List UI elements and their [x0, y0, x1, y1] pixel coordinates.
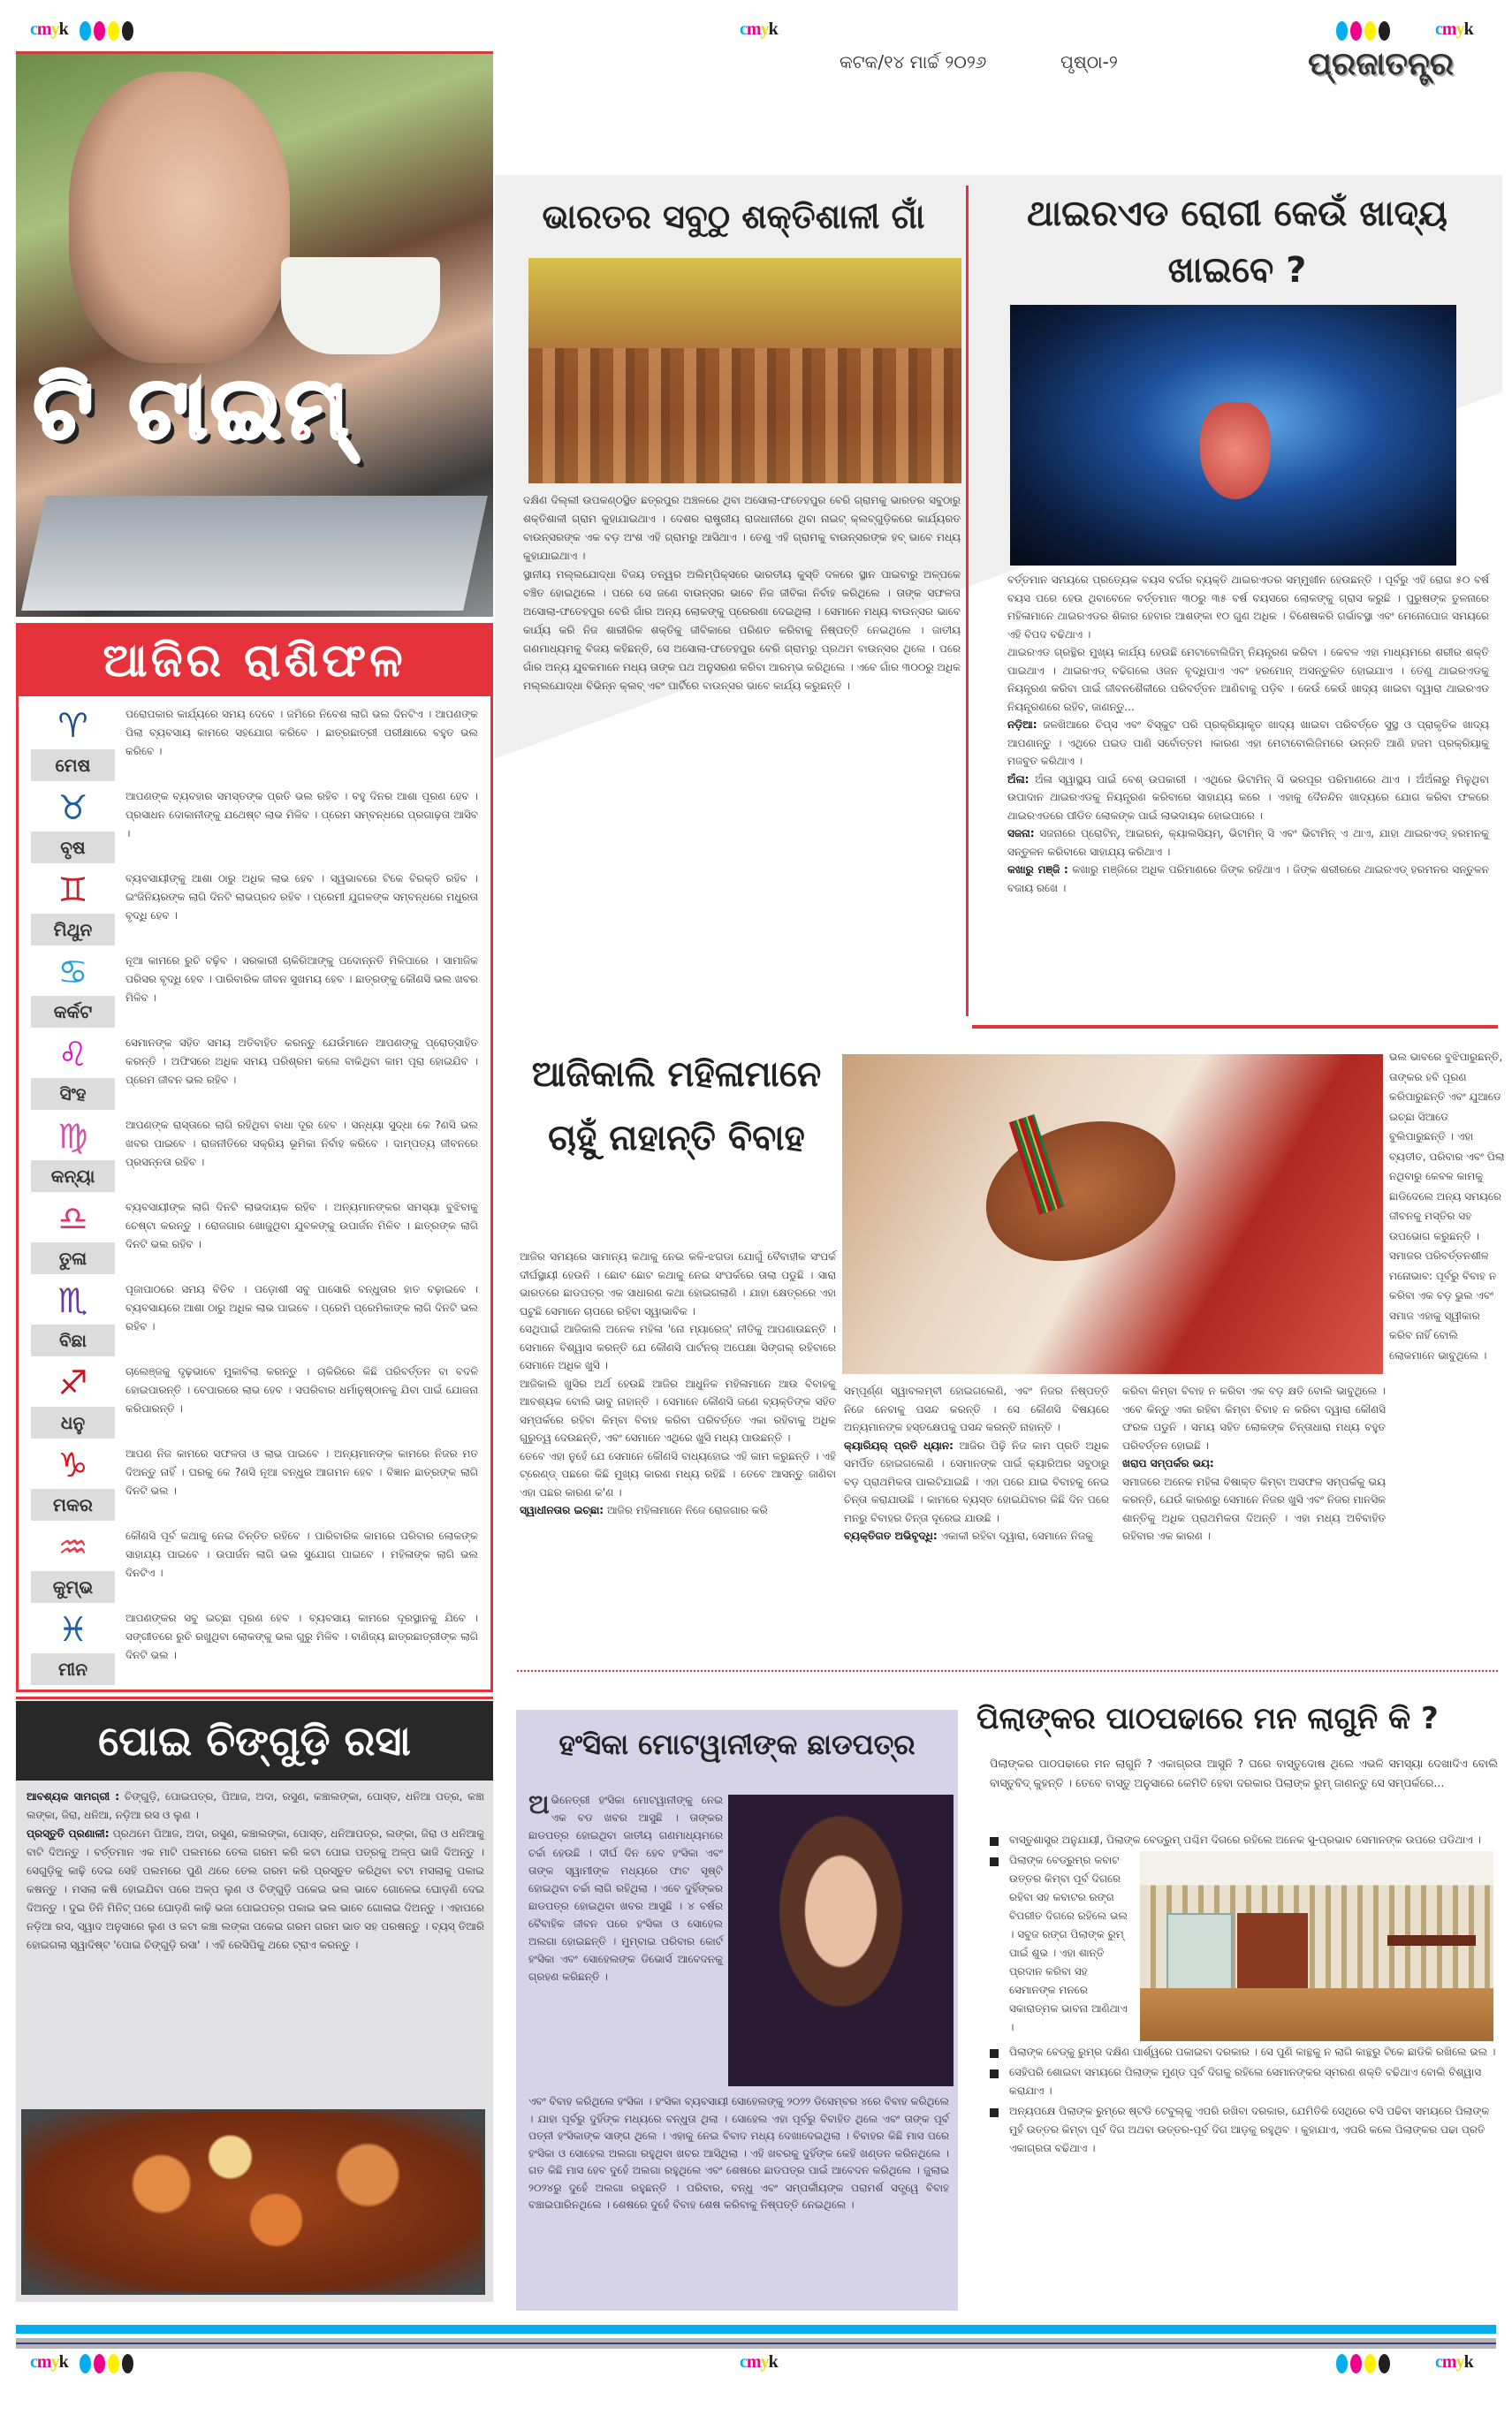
sign-badge — [31, 948, 115, 1029]
sign-badge — [31, 1112, 115, 1194]
color-registration-dots-left — [80, 21, 136, 44]
village-paragraph: ଦକ୍ଷିଣ ଦିଲ୍ଲୀ ଉପକଣ୍ଠସ୍ଥିତ ଛତ୍ରପୁର ଅଞ୍ଚଳରେ ଥିବା ଅସୋଲା-ଫତେହପୁର ବେରି ଗ୍ରାମକୁ ଭାରତର ସବୁଠାରୁ ଶକ୍ତିଶାଳୀ ଗ୍ରାମ କୁହାଯାଇଥାଏ । ଦେଶର ରାଷ୍ଟ୍ରୀୟ ରାଜଧାନୀରେ ଥିବା ନାଇଟ୍ କ୍ଲବ୍ଗୁଡ଼ିକରେ କାର୍ଯ୍ୟରତ ବାଉନ୍ସରଙ୍କ ଏକ ବଡ଼ ଅଂଶ ଏହି ଗ୍ରାମରୁ ଆସିଥାଏ । ତେଣୁ ଏହି ଗ୍ରାମକୁ ବାଉନ୍ସରଙ୍କ ହବ୍ ଭାବେ ମଧ୍ୟ କୁହାଯାଇଥାଏ । — [523, 494, 961, 562]
bullet-square-icon — [990, 2069, 999, 2078]
pisces-fish-icon: ♓ — [57, 1610, 88, 1649]
taurus-bull-icon: ♉ — [57, 788, 88, 827]
aries-ram-icon: ♈ — [57, 706, 88, 745]
study-bullet-list — [990, 1831, 1498, 2160]
sign-name: ମକର — [31, 1489, 115, 1521]
woman-face-shape — [69, 72, 290, 363]
section-divider — [517, 1670, 1498, 1672]
wooden-floor-shape — [1140, 1988, 1493, 2041]
hansika-headline: ହଂସିକା ମୋଟୱାନୀଙ୍କ ଛାଡପତ୍ର — [558, 1728, 916, 1761]
sign-name: ବୃଷ — [31, 832, 115, 863]
sign-name: ମିଥୁନ — [31, 914, 115, 945]
virgo-maiden-icon: ♍ — [57, 1117, 88, 1156]
study-bullet — [990, 2063, 1498, 2100]
tea-time-photo — [16, 51, 493, 617]
food-label: ନଡ଼ିଆ: — [1007, 718, 1037, 731]
sign-prediction: ଆପଣଙ୍କ ବ୍ୟବହାର ସମସ୍ତଙ୍କ ପ୍ରତି ଭଲ ରହିବ । ବହୁ ଦିନର ଆଶା ପୂରଣ ହେବ । ପ୍ରସାଧନ ଦୋକାନୀଙ୍କୁ ଯଥେଷ୍ଟ ଲାଭ ମିଳିବ । ପ୍ରେମ ସମ୍ବନ୍ଧରେ ପ୍ରଗାଢ଼ତା ଆସିବ । — [125, 790, 478, 839]
study-headline: ପିଲାଙ୍କର ପାଠପଢାରେ ମନ ଲାଗୁନି କି ? — [976, 1701, 1439, 1736]
study-bullet — [990, 2102, 1498, 2158]
footer-blue-line — [16, 2343, 1496, 2344]
laptop-shape — [21, 496, 488, 611]
marriage-side-column: ଭଲ ଭାବରେ ବୁଝିପାରୁଛନ୍ତି, ତାଙ୍କର ହବି ପୂରଣ କରିପାରୁଛନ୍ତି ଏବଂ ଯୁଆଡେ ଇଚ୍ଛା ସିଆଡେ ବୁଲିପାରୁଛନ୍ତି । ଏହା ବ୍ୟତୀତ, ପରିବାର ଏବଂ ପିଲା ନଥିବାରୁ କେବଳ କାମକୁ ଛାଡିଦେଲେ ଅନ୍ୟ ସମୟରେ ଜୀବନକୁ ମସ୍ତିର ସହ ଉପଭୋଗ କରୁଛନ୍ତି । ସମାଜର ପରିବର୍ତ୍ତନଶୀଳ ମନୋଭାବ: ପୂର୍ବରୁ ବିବାହ ନ କରିବା ଏକ ବଡ଼ ଭୁଲ ଏବଂ ସମାଜ ଏହାକୁ ସ୍ୱୀକାର କରିବ ନାହିଁ ବୋଲି ଲୋକମାନେ ଭାବୁଥିଲେ । — [1389, 1051, 1505, 1362]
date-line: କଟକ/୧୪ ମାର୍ଚ୍ଚ ୨୦୨୬ — [840, 51, 987, 72]
study-photo-row — [990, 1851, 1498, 2041]
food-text: ଜଳଖିଆରେ ଚିପ୍ସ ଏବଂ ବିସ୍କୁଟ ପରି ପ୍ରକ୍ରିୟାକୃତ ଖାଦ୍ୟ ଖାଇବା ପରିବର୍ତ୍ତେ ସୁସ୍ଥ ଓ ପ୍ରାକୃତିକ ଖାଦ୍ୟ ଆପଣାନ୍ତୁ । ଏଥିରେ ପଇଡ ପାଣି ସର୍ବୋତ୍ତମ ।କାରଣ ଏହା ମେଟାବୋଲିଜିମରେ ଉନ୍ନତି ଆଣି ହଜମ ପ୍ରକ୍ରିୟାକୁ ମଜବୁତ କରିଥାଏ । — [1007, 718, 1489, 767]
hansika-photo — [728, 1795, 954, 2086]
horoscope-row — [31, 1606, 478, 1687]
bookshelf-shape — [1237, 1913, 1308, 1993]
paragraph-text: ସମାଜରେ ଅନେକ ମହିଳା ବିଷାକ୍ତ କିମ୍ବା ଅସଫଳ ସମ୍ପର୍କକୁ ଭୟ କରନ୍ତି, ଯେଉଁ କାରଣରୁ ସେମାନେ ନିଜର ଖୁସି ଏବଂ ନିଜର ମାନସିକ ଶାନ୍ତିକୁ ଅଧିକ ପ୍ରାଥମିକତା ଦିଅନ୍ତି । ଏହା ମଧ୍ୟ ଅବିବାହିତ ରହିବାର ଏକ କାରଣ । — [1122, 1475, 1387, 1542]
paragraph-text: ସେଥିପାଇଁ ଆଜିକାଲି ଅନେକ ମହିଳା 'ନୋ ମ୍ୟାରେଜ୍' ନୀତିକୁ ଆପଣାଉଛନ୍ତି । ସେମାନେ ବିଶ୍ୱାସ କରନ୍ତି ଯେ କୌଣସି ପାର୍ଟନର୍ ଅପେକ୍ଷା ସିଙ୍ଗଲ୍ ରହିବାରେ ସେମାନେ ଅଧିକ ଖୁସି । — [520, 1323, 836, 1371]
marriage-col-2 — [844, 1382, 1109, 1545]
sign-name: ବିଛା — [31, 1325, 115, 1356]
paragraph-text: ଆଜିର ମହିଳାମାନେ ନିଜେ ରୋଜଗାର କରି — [606, 1504, 768, 1516]
recipe-title: ପୋଇ ଚିଙ୍ଗୁଡ଼ି ରସା — [16, 1701, 493, 1781]
thyroid-food-item — [1007, 824, 1489, 861]
ingredients-text: ଚିଙ୍ଗୁଡ଼ି, ପୋଇପତ୍ର, ପିଆଜ, ଅଦା, ରସୁଣ, କଞ୍ଚାଲଙ୍କା, ପୋସ୍ତ, ଧନିଆ ପତ୍ର, କଞ୍ଚା ଲଙ୍କା, ଜିରା, ଧନିଆ, ନଡ଼ିଆ ରସ ଓ ଲୁଣ । — [27, 1790, 484, 1821]
method-label: ପ୍ରସ୍ତୁତି ପ୍ରଣାଳୀ: — [27, 1827, 110, 1840]
sign-badge — [31, 1606, 115, 1687]
thyroid-food-item — [1007, 861, 1489, 897]
hansika-box — [516, 1710, 958, 2311]
paragraph-text: ଆଜିକାଲି ଖୁସିର ଅର୍ଥ ହେଉଛି ଆଜିର ଆଧୁନିକ ମହିଳାମାନେ ଆଉ ବିବାହକୁ ଆବଶ୍ୟକ ବୋଲି ଭାବୁ ନାହାନ୍ତି । ସେମାନେ କୌଣସି ଜଣେ ବ୍ୟକ୍ତିଙ୍କ ସହିତ ସମ୍ପର୍କରେ ରହିବା କିମ୍ବା ବିବାହ କରିବା ପରିବର୍ତ୍ତେ ଏକା ରହିବାକୁ ଅଧିକ ଗୁରୁତ୍ୱ ଦେଉଛନ୍ତି, ଏବଂ ସେମାନେ ଏଥିରେ ଖୁସି ମଧ୍ୟ ପାଉଛନ୍ତି । — [520, 1377, 836, 1444]
marriage-paragraph — [844, 1382, 1109, 1437]
food-text: ସଜନାରେ ପ୍ରୋଟିନ୍, ଆଇରନ୍, କ୍ୟାଲସିୟମ୍, ଭିଟାମିନ୍ ସି ଏବଂ ଭିଟାମିନ୍ ଏ ଥାଏ, ଯାହା ଥାଇରଏଡ୍ ହରମନକୁ ସନ୍ତୁଳନ କରିବାରେ ସାହାଯ୍ୟ କରିଥାଏ । — [1007, 827, 1489, 858]
marriage-paragraph — [1122, 1473, 1386, 1545]
sign-name: ତୁଳା — [31, 1242, 115, 1274]
marriage-paragraph — [1122, 1382, 1386, 1454]
wrestlers-photo — [528, 258, 961, 483]
horoscope-row — [31, 1195, 478, 1276]
food-label: କଖାରୁ ମଞ୍ଜି : — [1007, 863, 1068, 876]
food-text: କଖାରୁ ମଞ୍ଜିରେ ଅଧିକ ପରିମାଣରେ ଜିଙ୍କ ରହିଥାଏ । ଜିଙ୍କ ଶରୀରରେ ଥାଇରଏଡ୍ ହରମନର ସନ୍ତୁଳନ ବଜାୟ ରଖେ । — [1007, 863, 1489, 894]
sign-name: ସିଂହ — [31, 1078, 115, 1110]
horoscope-row — [31, 1523, 478, 1605]
wrestlers-group-shape — [528, 348, 961, 483]
sign-prediction: ସେମାନଙ୍କ ସହିତ ସମୟ ଅତିବାହିତ କରନ୍ତୁ ଯେଉଁମାନେ ଆପଣଙ୍କୁ ପ୍ରୋତ୍ସାହିତ କରନ୍ତି । ଅଫିସରେ ଅଧିକ ସମୟ ପରିଶ୍ରମ କଲେ ବାକିଥିବା କାମ ପୂରା ହୋଇଯିବ । ପ୍ରେମ ଜୀବନ ଭଲ ରହିବ । — [125, 1037, 478, 1086]
prawn-curry-photo — [21, 2109, 485, 2295]
village-headline: ଭାରତର ସବୁଠୁ ଶକ୍ତିଶାଳୀ ଗାଁ — [542, 197, 925, 236]
color-registration-dots-bottom-right — [1336, 2354, 1393, 2377]
drop-cap: ଅ — [528, 1789, 550, 1820]
hansika-body: ଏବଂ ବିବାହ କରିଥିଲେ ହଂସିକା । ହଂସିକା ବ୍ୟବସାୟୀ ସୋହେଲଙ୍କୁ ୨୦୨୨ ଡିସେମ୍ବର ୪ରେ ବିବାହ କରିଥିଲେ । ଯାହା ପୂର୍ବରୁ ଦୁହିଁଙ୍କ ମଧ୍ୟରେ ବନ୍ଧୁତା ଥିଲା । ସୋହେଲ ଏହା ପୂର୍ବରୁ ବିବାହିତ ଥିଲେ ଏବଂ ତାଙ୍କ ପୂର୍ବ ପତ୍ନୀ ହଂସିକାଙ୍କ ସାଙ୍ଗ ଥିଲେ । ଏହାକୁ ନେଇ ବିବାଦ ମଧ୍ୟ ଦେଖାଦେଇଥିଲା । ବିବାହର କିଛି ମାସ ପରେ ହଂସିକା ଓ ସୋହେଲ ଅଲଗା ରହୁଥିବା ଖବର ଆସିଥିଲା । ଏହି ଖବରକୁ ଦୁହିଁଙ୍କ କେହି ଖଣ୍ଡନ କରିନଥିଲେ । ଗତ କିଛି ମାସ ହେବ ଦୁହେଁ ଅଲଗା ରହୁଥିଲେ ଏବଂ ଶେଷରେ ଛାଡପତ୍ର ପାଇଁ ଆବେଦନ କରିଥିଲେ । ଜୁଲାଇ ୨୦୨୪ରୁ ଦୁହେଁ ଅଲଗା ରହୁଛନ୍ତି । ପରିବାର, ବନ୍ଧୁ ଏବଂ ସମ୍ପର୍କୀୟଙ୍କ ପରାମର୍ଶ ସତ୍ତ୍ୱେ ବିବାହ ବଞ୍ଚାଇପାରିନଥିଲେ । ଶେଷରେ ଦୁହେଁ ବିବାହ ଶେଷ କରିବାକୁ ନିଷ୍ପତ୍ତି ନେଇଥିଲେ । — [528, 2095, 949, 2211]
cabinet-shape — [1166, 1913, 1233, 1993]
bullet-text: ପିଲାଙ୍କ ବେଡ୍ରୁମ୍ର କବାଟ ଉତ୍ତର କିମ୍ବା ପୂର୍ବ ଦିଗରେ ରହିବା ସହ କବାଟର ରଙ୍ଗ ବିପରୀତ ଦିଗରେ ରହିଲେ ଭଲ । ସବୁଜ ରଙ୍ଗ ପିଲାଙ୍କ ରୁମ୍ ପାଇଁ ଶୁଭ । ଏହା ଶାନ୍ତି ପ୍ରଦାନ କରିବା ସହ ସେମାନଙ୍କ ମନରେ ସକାରାତ୍ମକ ଭାବନା ଆଣିଥାଏ । — [1009, 1854, 1128, 2033]
paragraph-text: ସମ୍ପୂର୍ଣ୍ଣ ସ୍ୱାବଲମ୍ବୀ ହୋଇଗଲେଣି, ଏବଂ ନିଜର ନିଷ୍ପତ୍ତି ନିଜେ ନେବାକୁ ପସନ୍ଦ କରନ୍ତି । ସେ କୌଣସି ବିଷୟରେ ଅନ୍ୟମାନଙ୍କ ହସ୍ତକ୍ଷେପକୁ ପସନ୍ଦ କରନ୍ତି ନାହାନ୍ତି । — [844, 1385, 1109, 1433]
sign-prediction: ନୂଆ କାମରେ ରୁଚି ବଢ଼ିବ । ସରକାରୀ ଚାକିରିଆଙ୍କୁ ପଦୋନ୍ନତି ମିଳିପାରେ । ସାମାଜିକ ପରିସର ବୃଦ୍ଧି ହେବ । ପାରିବାରିକ ଜୀବନ ସୁଖମୟ ହେବ । ଛାତ୍ରଙ୍କୁ କୌଣସି ଭଲ ଖବର ମିଳିବ । — [125, 954, 478, 1004]
horoscope-row — [31, 866, 478, 947]
subhead: ଖରାପ ସମ୍ପର୍କର ଭୟ: — [1122, 1457, 1214, 1469]
food-label: ଅଁଳା: — [1007, 772, 1030, 786]
sign-prediction: ଆପଣଙ୍କ ରାସ୍ତାରେ ଲାଗି ରହିଥିବା ବାଧା ଦୂର ହେବ । ସନ୍ଧ୍ୟା ସୁଦ୍ଧା କେ ?ଣସି ଭଲ ଖବର ପାଇବେ । ରାଜନୀତିରେ ସକ୍ରିୟ ଭୂମିକା ନିର୍ବାହ କରିବେ । ଦାମ୍ପତ୍ୟ ଜୀବନରେ ପ୍ରସନ୍ନତା ରହିବ । — [125, 1119, 478, 1168]
tea-time-logo: ଟି ଟାଇମ୍ — [34, 359, 353, 458]
horoscope-row — [31, 702, 478, 783]
sign-name: ଧନୁ — [31, 1407, 115, 1439]
hansika-lead: ଭିନେତ୍ରୀ ହଂସିକା ମୋଟୱାନୀଙ୍କୁ ନେଇ ଏକ ବଡ ଖବର ଆସୁଛି । ତାଙ୍କର ଛାଡପତ୍ର ହୋଇଥିବା ଜାତୀୟ ଗଣମାଧ୍ୟମରେ ଚର୍ଚ୍ଚା ହେଉଛି । ଦୀର୍ଘ ଦିନ ହେବ ହଂସିକା ଏବଂ ତାଙ୍କ ସ୍ୱାମୀଙ୍କ ମଧ୍ୟରେ ଫାଟ ସୃଷ୍ଟି ହୋଇଥିବା ଚର୍ଚ୍ଚା ଲାଗି ରହିଥିଲା । ଏବେ ଦୁହିଁଙ୍କର ଛାଡପତ୍ର ହୋଇଥିବା ଖବର ଆସୁଛି । ୪ ବର୍ଷର ବୈବାହିକ ଜୀବନ ପରେ ହଂସିକା ଓ ସୋହେଲ ଅଲଗା ହୋଇଛନ୍ତି । ମୁମ୍ବାଇ ପରିବାର କୋର୍ଟ ହଂସିକା ଏବଂ ସୋହେଲଙ୍କ ଡିଭୋର୍ସ ଆବେଦନକୁ ଗ୍ରହଣ କରିଛନ୍ତି । — [528, 1794, 723, 1983]
paragraph-text: କରିବା କିମ୍ବା ବିବାହ ନ କରିବା ଏକ ବଡ଼ କ୍ଷତି ବୋଲି ଭାବୁଥିଲେ । ଏବେ କିନ୍ତୁ ଏକା ରହିବା କିମ୍ବା ବିବାହ ନ କରିବା ଦ୍ୱାରା କୌଣସି ଫରକ ପଡୁନି । ସମୟ ସହିତ ଲୋକଙ୍କ ଚିନ୍ତାଧାରା ମଧ୍ୟ ବହୁତ ପରିବର୍ତ୍ତନ ହୋଇଛି । — [1122, 1385, 1386, 1452]
thyroid-photo — [1010, 305, 1456, 566]
bullet-square-icon — [990, 1837, 999, 1846]
libra-scales-icon: ♎ — [57, 1199, 88, 1238]
thyroid-intro: ଥାଇରଏଡ ଗ୍ରନ୍ଥିର ମୁଖ୍ୟ କାର୍ଯ୍ୟ ହେଉଛି ମେଟାବୋଲିଜିମ୍ ନିୟନ୍ତ୍ରଣ କରିବା । କେବଳ ଏହା ମାଧ୍ୟମରେ ଶରୀର ଶକ୍ତି ପାଇଥାଏ । ଥାଇରଏଡ୍ ବଢିଗଲେ ଓଜନ ବୃଦ୍ଧିପାଏ ଏବଂ ହରମୋନ୍ ଅସନ୍ତୁଳିତ ହୋଇଯାଏ । ତେଣୁ ଥାଇରଏଡକୁ ନିୟନ୍ତ୍ରଣ କରିବା ପାଇଁ ଜୀବନଶୈଳୀରେ ପରିବର୍ତ୍ତନ ଆଣିବାକୁ ପଡ଼ିବ । କେଉଁ କେଉଁ ଖାଦ୍ୟ ଖାଇବା ଦ୍ୱାରା ଥାଇରଏଡ ନିୟନ୍ତ୍ରଣରେ ରହିବ, ଜାଣନ୍ତୁ... — [1007, 646, 1489, 713]
method-text: ପ୍ରଥମେ ପିଆଜ, ଅଦା, ରସୁଣ, କଞ୍ଚାଲଙ୍କା, ପୋସ୍ତ, ଧନିଆପତ୍ର, ଲଙ୍କା, ଜିରା ଓ ଧନିଆକୁ ବାଟି ଦିଅନ୍ତୁ । ବର୍ତ୍ତମାନ ଏକ ମାଟି ପଲମରେ ତେଲ ଗରମ କରି କଟା ପୋଇ ପତ୍ରକୁ ଅଳ୍ପ ଭାଜି ଦିଅନ୍ତୁ । ସେଗୁଡ଼ିକୁ କାଢ଼ି ଦେଇ ସେହି ପଲମରେ ପୁଣି ଥରେ ତେଲ ଗରମ କରି ପ୍ରସ୍ତୁତ କରିଥିବା ବଟା ମସଲାକୁ ପକାଇ କଷନ୍ତୁ । ମସଲା କଷି ହୋଇଯିବା ପରେ ଅଳ୍ପ ଲୁଣ ଓ ଚିଙ୍ଗୁଡ଼ି ପକେଇ ଭଲ ଭାବେ ଗୋଳେଇ ଘୋଡ଼ଣି ଦେଇ ଦିଅନ୍ତୁ । ଦୁଇ ତିନି ମିନିଟ୍ ପରେ ଘୋଡ଼ଣି କାଢ଼ି ଭଜା ପୋଇପତ୍ର ପକାଇ ଭଲ ଭାବେ ଗୋଳାଇ ଦିଅନ୍ତୁ । ଏହାପରେ ନଡ଼ିଆ ରସ, ସ୍ୱାଦ ଅନୁସାରେ ଲୁଣ ଓ କଟା କଞ୍ଚା ଲଙ୍କା ପକେଇ ଗରମ ଗରମ ଭାତ ସହ ପରଷନ୍ତୁ । ବ୍ୟସ୍ ତିଆରି ହୋଇଗଲା ସ୍ୱାଦିଷ୍ଟ 'ପୋଇ ଚିଙ୍ଗୁଡ଼ି ରସା' । ଏହି ରେସିପିକୁ ଥରେ ଟ୍ରାଏ କରନ୍ତୁ । — [27, 1827, 484, 1951]
wedding-hands-photo — [842, 1054, 1383, 1374]
paragraph-text: ତେବେ ଏହା ନୁହେଁ ଯେ ସେମାନେ କୌଣସି ବାଧ୍ୟହୋଇ ଏହି କାମ କରୁଛନ୍ତି । ଏହି ଟ୍ରେଣ୍ଡ୍ ପଛରେ କିଛି ମୁଖ୍ୟ କାରଣ ମଧ୍ୟ ରହିଛି । ତେବେ ଆସନ୍ତୁ ଜାଣିବା ଏହା ପଛର କାରଣ କ'ଣ । — [520, 1449, 836, 1499]
horoscope-title: ଆଜିର ରାଶିଫଳ — [19, 626, 490, 696]
page-number: ପୃଷ୍ଠା-୨ — [1060, 51, 1118, 72]
thyroid-body — [1007, 571, 1489, 897]
capricorn-goat-icon: ♑ — [57, 1446, 88, 1485]
sign-name: ମେଷ — [31, 749, 115, 781]
sign-prediction: ବ୍ୟବସାୟୀଙ୍କ ଲାଗି ଦିନଟି ଲାଭଦାୟକ ରହିବ । ଅନ୍ୟମାନଙ୍କର ସମସ୍ୟା ବୁଝିବାକୁ ଚେଷ୍ଟା କରନ୍ତୁ । ରୋଜଗାର ଖୋଜୁଥିବା ଯୁବକଙ୍କୁ ଉପାର୍ଜନ ମିଳିବ । ଛାତ୍ରଙ୍କ ଲାଗି ଦିନଟି ଭଲ ରହିବ । — [125, 1201, 478, 1250]
horoscope-bottom-rule — [16, 1697, 493, 1699]
marriage-paragraph — [520, 1501, 836, 1520]
sign-prediction: ପରୋପକାର କାର୍ଯ୍ୟରେ ସମୟ ଦେବେ । ଜମିରେ ନିବେଶ ଲାଗି ଭଲ ଦିନଟିଏ । ଆପଣଙ୍କ ପିଲା ବ୍ୟବସାୟ କାମରେ ସହଯୋଗ କରିବେ । ଛାତ୍ରଛାତ୍ରୀ ପରୀକ୍ଷାରେ ବହୁତ ଭଲ କରିବେ । — [125, 708, 478, 757]
sign-name: ମୀନ — [31, 1653, 115, 1685]
study-bullet — [990, 2043, 1498, 2062]
cmyk-mark-bottom-center: cmyk — [740, 2352, 778, 2372]
gemini-twins-icon: ♊ — [57, 870, 88, 909]
sign-badge — [31, 1277, 115, 1358]
thyroid-headline: ଥାଇରଏଡ ରୋଗୀ କେଉଁ ଖାଦ୍ୟ ଖାଇବେ ? — [1027, 194, 1447, 291]
paragraph-text: ଆଜିର ସମୟରେ ସାମାନ୍ୟ କଥାକୁ ନେଇ କଳି-ଝଗଡା ଯୋଗୁଁ ବୈବାହୀକ ସଂପର୍କ ଦୀର୍ଘସ୍ଥାୟୀ ହେଉନି । ଛୋଟ ଛୋଟ କଥାକୁ ନେଇ ସଂପର୍କରେ ତାଲା ପଡୁଛି । ସାରା ଭାରତରେ ଛାଡପତ୍ର ଏକ ସାଧାରଣ କଥା ହୋଇଗଲାଣି । ଯାହା କ୍ଷେତ୍ରରେ ଏହା ଘଟୁଛି ସେମାନେ ଚାପରେ ରହିବା ସ୍ୱାଭାବିକ । — [520, 1250, 836, 1318]
study-bullet — [990, 1831, 1498, 1849]
thyroid-gland-shape — [1200, 402, 1271, 499]
marriage-paragraph — [844, 1437, 1109, 1528]
sign-badge — [31, 866, 115, 947]
horoscope-box — [16, 623, 493, 1692]
subhead: କ୍ୟାରିୟର୍ ପ୍ରତି ଧ୍ୟାନ: — [844, 1439, 954, 1452]
sign-name: କର୍କଟ — [31, 996, 115, 1028]
sign-name: କୁମ୍ଭ — [31, 1571, 115, 1603]
footer-cyan-band — [16, 2325, 1496, 2334]
leo-lion-icon: ♌ — [57, 1035, 88, 1074]
food-label: ସଜନା: — [1007, 827, 1035, 839]
bullet-text: ପିଲାଙ୍କ ବେଡ୍କୁ ରୁମ୍ର ଦକ୍ଷିଣ ପାର୍ଶ୍ୱରେ ପକାଇବା ଦରକାର । ସେ ପୁଣି କାନ୍ଥକୁ ନ ଲାଗି କାନ୍ଥରୁ ଟିକେ ଛାଡିକି ରଖିଲେ ଭଲ । — [1009, 2046, 1496, 2058]
color-registration-dots-right — [1336, 21, 1393, 44]
horoscope-row — [31, 948, 478, 1029]
sign-prediction: ପୂଜାପାଠରେ ସମୟ ବିତିବ । ପଡ଼ୋଶୀ ସବୁ ପାସୋରି ବନ୍ଧୁତାର ହାତ ବଢ଼ାଇବେ । ବ୍ୟବସାୟରେ ଆଶା ଠାରୁ ଅଧିକ ଲାଭ ପାଇବେ । ପ୍ରେମି ପ୍ରେମିକାଙ୍କ ଲାଗି ଦିନଟି ଭଲ ରହିବ । — [125, 1283, 478, 1333]
horoscope-row — [31, 1030, 478, 1112]
sign-badge — [31, 1195, 115, 1276]
recipe-box — [16, 1701, 493, 2302]
village-body — [523, 491, 961, 695]
thyroid-intro: ବର୍ତ୍ତମାନ ସମୟରେ ପ୍ରତ୍ୟେକ ବୟସ ବର୍ଗର ବ୍ୟକ୍ତି ଥାଇରଏଡର ସମ୍ମୁଖୀନ ହେଉଛନ୍ତି । ପୂର୍ବରୁ ଏହି ରୋଗ ୫୦ ବର୍ଷ ବୟସ ପରେ ହେଉ ଥିବାବେଳେ ବର୍ତ୍ତମାନ ୩୦ରୁ ୩୫ ବର୍ଷ ବୟସରେ ଲୋକଙ୍କୁ ଗ୍ରାସ କରୁଛି । ପୁରୁଷଙ୍କ ତୁଳନାରେ ମହିଳାମାନେ ଥାଇରଏଡର ଶିକାର ହେବାର ଆଶଙ୍କା ୧୦ ଗୁଣ ଅଧିକ । ବିଶେଷକରି ଗର୍ଭାବସ୍ଥା ଏବଂ ମେନୋପୋଜ ସମୟରେ ଏହି ବିପଦ ବଢିଥାଏ । — [1007, 573, 1489, 641]
color-registration-dots-bottom-left — [80, 2354, 136, 2377]
scorpio-scorpion-icon: ♏ — [57, 1281, 88, 1320]
masthead-logo: ପ୍ରଜାତନ୍ତ୍ର — [1308, 46, 1455, 82]
cancer-crab-icon: ♋ — [57, 953, 88, 991]
study-intro: ପିଲାଙ୍କର ପାଠପଢାରେ ମନ ଲାଗୁନି ? ଏକାଗ୍ରତା ଆସୁନି ? ଘରେ ବାସ୍ତୁଦୋଷ ଥିଲେ ଏଭଳି ସମସ୍ୟା ଦେଖାଦିଏ ବୋଲି ବାସ୍ତୁବିଦ୍ କୁହନ୍ତି । ତେବେ ବାସ୍ତୁ ଅନୁସାରେ କେମିତି ହେବା ଦରକାର ପିଲାଙ୍କ ରୁମ୍ ଜାଣନ୍ତୁ ସେ ସମ୍ପର୍କରେ... — [990, 1757, 1498, 1789]
bullet-text: ସେହିପରି ଶୋଇବା ସମୟରେ ପିଲାଙ୍କ ମୁଣ୍ଡ ପୂର୍ବ ଦିଗକୁ ରହିଲେ ସେମାନଙ୍କର ସ୍ମରଣ ଶକ୍ତି ବଢିଥାଏ ବୋଲି ବିଶ୍ୱାସ କରାଯାଏ । — [1009, 2066, 1482, 2097]
sign-name: କନ୍ୟା — [31, 1160, 115, 1192]
horoscope-row — [31, 1359, 478, 1440]
subhead: ସ୍ୱାଧୀନତାର ଇଚ୍ଛା: — [520, 1504, 604, 1516]
thyroid-food-item — [1007, 771, 1489, 825]
sign-badge — [31, 1441, 115, 1523]
bullet-text: ବାସ୍ତୁଶାସ୍ତ୍ର ଅନୁଯାୟୀ, ପିଲାଙ୍କ ବେଡ୍ରୁମ୍ ପଶ୍ଚିମ ଦିଗରେ ରହିଲେ ଅନେକ ସୁ-ପ୍ରଭାବ ସେମାନଙ୍କ ଉପରେ ପଡିଥାଏ । — [1009, 1834, 1481, 1846]
footer-gray-band — [16, 2338, 1496, 2349]
sign-badge — [31, 1359, 115, 1440]
food-text: ଅଁଳା ସ୍ୱାସ୍ଥ୍ୟ ପାଇଁ ବେଶ୍ ଉପକାରୀ । ଏଥିରେ ଭିଟାମିନ୍ ସି ଭରପୂର ପରିମାଣରେ ଥାଏ । ଅଁଅଁଳାରୁ ମିଳୁଥିବା ଉପାଦାନ ଥାଇରଏଡକୁ ନିୟନ୍ତ୍ରଣ କରିବାରେ ସାହାଯ୍ୟ କରେ । ଏହାକୁ ଦୈନନ୍ଦିନ ଖାଦ୍ୟରେ ଯୋଗ କରିବା ଫଳରେ ଥାଇରଏଡରେ ପୀଡିତ ଲୋକଙ୍କ ପାଇଁ ଲାଭଦାୟକ ହୋଇପାରେ । — [1007, 772, 1489, 822]
cmyk-mark-center: cmyk — [740, 19, 778, 39]
marriage-col-1 — [520, 1248, 836, 1520]
sagittarius-archer-icon: ♐ — [57, 1363, 88, 1402]
thyroid-bottom-rule — [972, 1025, 1498, 1029]
horoscope-row — [31, 1277, 478, 1358]
cmyk-mark-right: cmyk — [1435, 19, 1473, 39]
sign-prediction: ଚାଲେଞ୍ଜକୁ ଦୃଢ଼ଭାବେ ମୁକାବିଲା କରନ୍ତୁ । ଚାକିରିରେ କିଛି ପରିବର୍ତ୍ତନ ବା ବଦଳି ହୋଇପାରନ୍ତି । ବେପାରରେ ଲାଭ ହେବ । ସପରିବାର ଧର୍ମାନୁଷ୍ଠାନକୁ ଯିବା ପାଇଁ ଯୋଜନା କରିପାରନ୍ତି । — [125, 1365, 478, 1415]
marriage-paragraph — [1122, 1454, 1386, 1473]
sign-prediction: ଆପଣ ନିଜ କାମରେ ସଫଳତା ଓ ଲାଭ ପାଇବେ । ଅନ୍ୟମାନଙ୍କ କାମରେ ନିଜର ମତ ଦିଅନ୍ତୁ ନାହିଁ । ଘରକୁ କେ ?ଣସି ନୂଆ ବନ୍ଧୁର ଆଗମନ ହେବ । ବିଜ୍ଞାନ ଛାତ୍ରଙ୍କ ଲାଗି ଦିନଟି ଭଲ । — [125, 1447, 478, 1497]
cmyk-mark-left: cmyk — [30, 19, 68, 39]
sign-prediction: ବ୍ୟବସାୟୀଙ୍କୁ ଆଶା ଠାରୁ ଅଧିକ ଲାଭ ହେବ । ସ୍ୱଭାବରେ ଟିକେ ବିରକ୍ତି ରହିବ । ଇଂଜିନିୟରଙ୍କ ଲାଗି ଦିନଟି ଲାଭପ୍ରଦ ରହିବ । ପ୍ରେମୀ ଯୁଗଳଙ୍କ ସମ୍ବନ୍ଧରେ ମଧୁରତା ବୃଦ୍ଧି ହେବ । — [125, 872, 478, 922]
bullet-square-icon — [990, 2049, 999, 2058]
thyroid-food-item — [1007, 716, 1489, 771]
bullet-text: ଅନ୍ୟପକ୍ଷେ ପିଲାଙ୍କ ରୁମ୍ରେ ଷ୍ଟଡି ଟେବୁଲ୍କୁ ଏପରି ରଖିବା ଦରକାର, ଯେମିତିକି ସେଥିରେ ବସି ପଢିବା ସମୟରେ ପିଲାଙ୍କ ମୁହଁ ଉତ୍ତର କିମ୍ବା ପୂର୍ବ ଦିଗ ଅଥବା ଉତ୍ତର-ପୂର୍ବ ଦିଗ ଆଡ଼କୁ ରହୁଥିବ । କୁହାଯାଏ, ଏପରି କଲେ ପିଲାଙ୍କର ପଢା ପ୍ରତି ଏକାଗ୍ରତା ବଢିଥାଏ । — [1009, 2105, 1490, 2154]
column-divider — [966, 186, 969, 1016]
hennaed-hands-shape — [968, 1098, 1194, 1285]
marriage-paragraph — [520, 1375, 836, 1447]
village-paragraph: ସ୍ଥାନୀୟ ମଲ୍ଲଯୋଦ୍ଧା ବିଜୟ ତନ୍ୱର ଅଲିମ୍ପିକ୍ସରେ ଭାରତୀୟ କୁସ୍ତି ଦଳରେ ସ୍ଥାନ ପାଇବାରୁ ଅଳ୍ପକେ ବଞ୍ଚିତ ହୋଇଥିଲେ । ପରେ ସେ ଜଣେ ବାଉନ୍ସର ଭାବେ ନିଜ ଜୀବିକା ନିର୍ବାହ କରିଥିଲେ । ତାଙ୍କ ସଫଳତା ଅସୋଲା-ଫତେହପୁର ବେରି ଗାଁର ଅନ୍ୟ ଲୋକଙ୍କୁ ପ୍ରେରଣା ଦେଇଥିଲା । ସେମାନେ ମଧ୍ୟ ବାଉନ୍ସର ଭାବେ କାର୍ଯ୍ୟ କରି ନିଜ ଶାରୀରିକ ଶକ୍ତିକୁ ଜୀବିକାରେ ପରିଣତ କରିବାକୁ ନିଷ୍ପତ୍ତି ନେଇଥିଲେ । ଜାତୀୟ ଗଣମାଧ୍ୟମକୁ ବିଜୟ କହିଛନ୍ତି, ସେ ଅସୋଲା-ଫତେହପୁର ବେରି ଗ୍ରାମରୁ ପ୍ରଥମ ବାଉନ୍ସର ଥିଲେ । ପରେ ଗାଁର ଅନ୍ୟ ଯୁବକମାନେ ମଧ୍ୟ ତାଙ୍କ ପଥ ଅନୁସରଣ କରିବା ଆରମ୍ଭ କରିଥିଲେ । ଏବେ ଗାଁର ୩୦୦ରୁ ଅଧିକ ମଲ୍ଲଯୋଦ୍ଧା ବିଭିନ୍ନ କ୍ଲବ୍ ଏବଂ ପାର୍ଟିରେ ବାଉନ୍ସର ଭାବେ କାର୍ଯ୍ୟ କରୁଛନ୍ତି । — [523, 568, 961, 692]
bullet-square-icon — [990, 1857, 999, 1866]
aquarius-water-bearer-icon: ♒ — [57, 1528, 88, 1567]
marriage-headline: ଆଜିକାଲି ମହିଳାମାନେ ଚାହୁଁ ନାହାନ୍ତି ବିବାହ — [531, 1054, 822, 1158]
sign-badge — [31, 784, 115, 865]
sign-prediction: କୌଣସି ପୂର୍ବ କଥାକୁ ନେଇ ଚିନ୍ତିତ ରହିବେ । ପାରିବାରିକ କାମରେ ପରିବାର ଲୋକଙ୍କ ସାହାଯ୍ୟ ପାଇବେ । ଉପାର୍ଜନ ଲାଗି ଭଲ ସୁଯୋଗ ପାଇବେ । ମହିଳାଙ୍କ ଲାଗି ଭଲ ଦିନଟିଏ । — [125, 1530, 478, 1579]
sign-prediction: ଆପଣଙ୍କର ସବୁ ଇଚ୍ଛା ପୂରଣ ହେବ । ବ୍ୟବସାୟ କାମରେ ଦୂରସ୍ଥାନକୁ ଯିବେ । ସଙ୍ଗୀତରେ ରୁଚି ରଖୁଥିବା ଲୋକଙ୍କୁ ଭଲ ଗୁରୁ ମିଳିବ । ବାଣିଜ୍ୟ ଛାତ୍ରଛାତ୍ରୀଙ୍କ ଲାଗି ଦିନଟି ଭଲ । — [125, 1612, 478, 1661]
tea-cup-shape — [281, 257, 440, 354]
kids-room-photo — [1140, 1851, 1493, 2041]
paragraph-text: ଆଜିର ପିଢ଼ି ନିଜ କାମ ପ୍ରତି ଅଧିକ ସମର୍ପିତ ହୋଇଗଲେଣି । ସେମାନଙ୍କ ପାଇଁ କ୍ୟାରିଅର ସବୁଠାରୁ ବଡ଼ ପ୍ରାଥମିକତା ପାଲଟିଯାଇଛି । ଏହା ପରେ ଯାଇ ବିବାହକୁ ନେଇ ଚିନ୍ତା କରାଯାଉଛି । କାମରେ ବ୍ୟସ୍ତ ହୋଇଯିବାର କିଛି ଦିନ ପରେ ମନରୁ ବିବାହର ଚିନ୍ତା ଦୂରେଇ ଯାଉଛି । — [844, 1439, 1109, 1524]
sign-badge — [31, 1030, 115, 1112]
sign-badge — [31, 702, 115, 783]
sign-badge — [31, 1523, 115, 1605]
marriage-paragraph — [520, 1248, 836, 1320]
paragraph-text: ଏକାକୀ ରହିବା ଦ୍ୱାରା, ସେମାନେ ନିଜକୁ — [940, 1530, 1094, 1542]
study-bullet — [990, 1851, 1131, 2037]
subhead: ବ୍ୟକ୍ତିଗତ ଅଭିବୃଦ୍ଧି: — [844, 1530, 938, 1542]
marriage-col-3 — [1122, 1382, 1386, 1545]
marriage-paragraph — [520, 1320, 836, 1375]
horoscope-row — [31, 1441, 478, 1523]
horoscope-row — [31, 1112, 478, 1194]
marriage-paragraph — [520, 1447, 836, 1502]
cmyk-mark-bottom-right: cmyk — [1435, 2352, 1473, 2372]
study-desk-shape — [1387, 1935, 1476, 1946]
ingredients-label: ଆବଶ୍ୟକ ସାମଗ୍ରୀ : — [27, 1790, 120, 1803]
marriage-paragraph — [844, 1527, 1109, 1545]
bullet-square-icon — [990, 2108, 999, 2117]
cmyk-mark-bottom-left: cmyk — [30, 2352, 68, 2372]
horoscope-row — [31, 784, 478, 865]
